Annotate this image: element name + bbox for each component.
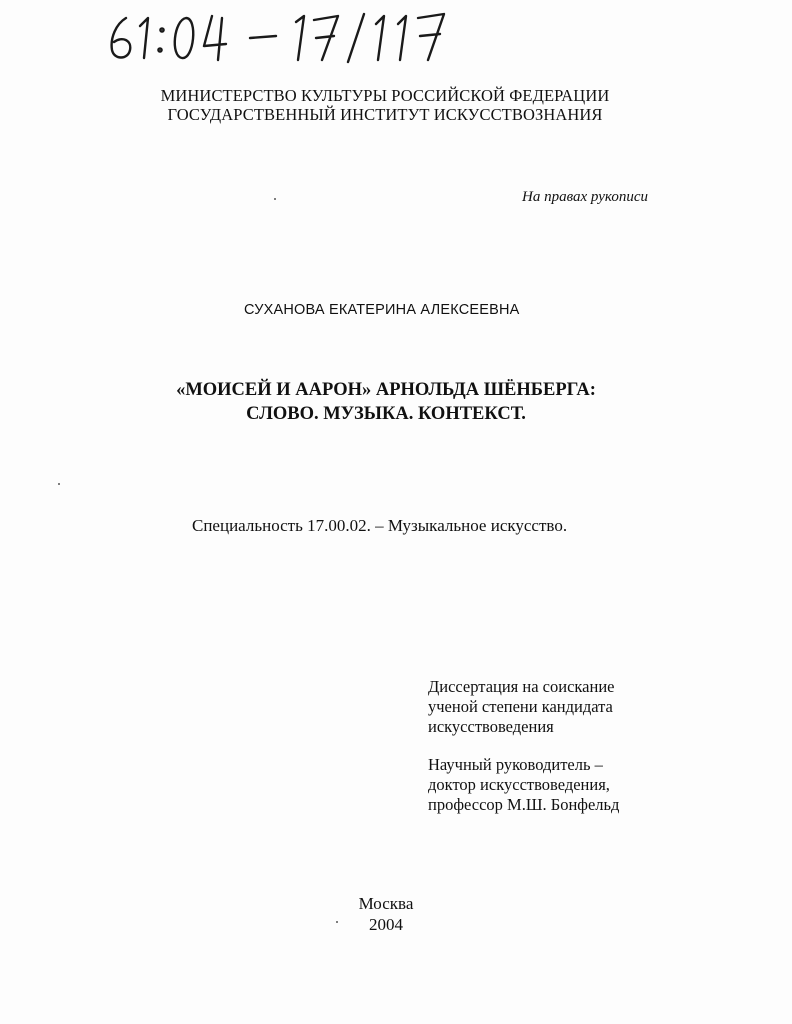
handwritten-catalog-code	[100, 4, 460, 68]
supervisor-block	[428, 755, 619, 815]
degree-line-3: искусствоведения	[428, 717, 554, 736]
dissertation-title	[0, 378, 772, 426]
scan-speck	[274, 198, 276, 200]
title-line-1: «МОИСЕЙ И ААРОН» АРНОЛЬДА ШЁНБЕРГА:	[176, 380, 596, 400]
city: Москва	[358, 894, 414, 913]
degree-line-1: Диссертация на соискание	[428, 677, 615, 696]
rights-note: На правах рукописи	[522, 189, 648, 205]
degree-line-2: ученой степени кандидата	[428, 697, 613, 716]
specialty-line: Специальность 17.00.02. – Музыкальное искусство.	[192, 516, 568, 535]
title-line-2: СЛОВО. МУЗЫКА. КОНТЕКСТ.	[246, 404, 526, 424]
author-name: СУХАНОВА ЕКАТЕРИНА АЛЕКСЕЕВНА	[244, 302, 520, 318]
handwritten-code-drawing	[100, 4, 460, 68]
supervisor-line-3: профессор М.Ш. Бонфельд	[428, 795, 620, 814]
ministry-line-1: МИНИСТЕРСТВО КУЛЬТУРЫ РОССИЙСКОЙ ФЕДЕРАЦИИ	[160, 86, 610, 105]
supervisor-line-2: доктор искусствоведения,	[428, 775, 610, 794]
scan-speck	[58, 483, 60, 485]
ministry-line-2: ГОСУДАРСТВЕННЫЙ ИНСТИТУТ ИСКУССТВОЗНАНИЯ	[167, 105, 603, 124]
supervisor-line-1: Научный руководитель –	[428, 755, 603, 774]
ministry-header	[0, 86, 770, 124]
place-and-year	[0, 893, 772, 935]
dissertation-degree-block	[428, 677, 614, 737]
year: 2004	[369, 915, 403, 934]
